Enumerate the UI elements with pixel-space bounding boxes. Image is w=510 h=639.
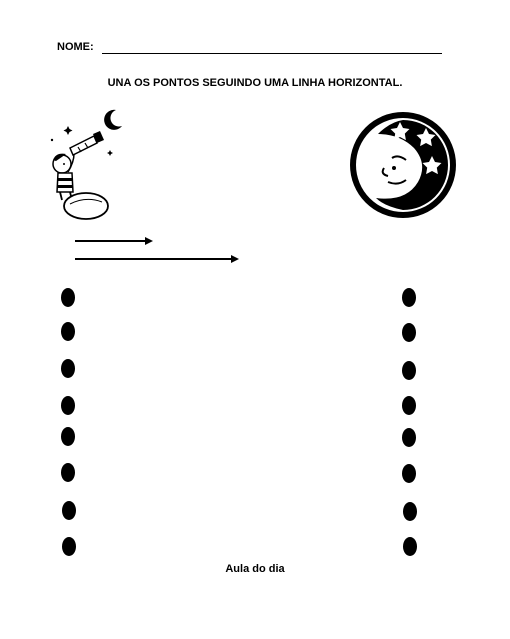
moon-face-illustration [348,110,458,220]
right-dot[interactable] [402,464,416,483]
right-dot[interactable] [402,323,416,342]
left-dot[interactable] [61,288,75,307]
left-dot[interactable] [61,396,75,415]
left-dot[interactable] [61,463,75,482]
left-dot[interactable] [61,359,75,378]
left-dot[interactable] [62,537,76,556]
left-dot[interactable] [61,427,75,446]
right-dot[interactable] [402,361,416,380]
name-label: NOME: [57,41,94,53]
example-arrow-short [75,236,153,246]
left-dot[interactable] [61,322,75,341]
example-arrow-long [75,254,239,264]
right-dot[interactable] [403,502,417,521]
right-dot[interactable] [402,288,416,307]
instruction-text: UNA OS PONTOS SEGUINDO UMA LINHA HORIZONTAL. [107,77,403,89]
name-write-line[interactable] [102,53,442,54]
right-dot[interactable] [402,428,416,447]
right-dot[interactable] [402,396,416,415]
footer-text: Aula do dia [225,563,285,575]
right-dot[interactable] [403,537,417,556]
left-dot[interactable] [62,501,76,520]
child-telescope-illustration [40,100,132,222]
name-row [57,40,445,56]
